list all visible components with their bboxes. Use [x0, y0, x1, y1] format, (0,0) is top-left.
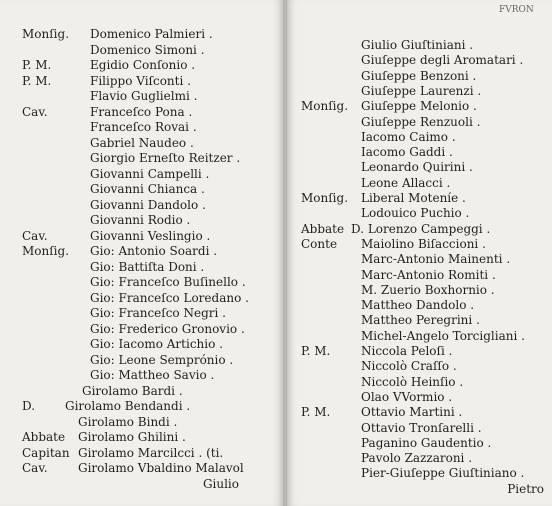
- person-name: Girolamo Bardi .: [82, 383, 183, 398]
- entry-row: [0, 337, 283, 352]
- entry-row: [287, 466, 552, 481]
- entry-row: [0, 353, 283, 368]
- entry-row: [287, 222, 552, 237]
- entry-row: [0, 430, 283, 445]
- person-name: Pavolo Zazzaroni .: [361, 451, 473, 466]
- entry-row: [0, 446, 283, 461]
- entry-row: [287, 436, 552, 451]
- person-name: Michel-Angelo Torcigliani .: [361, 328, 525, 343]
- person-name: Giorgio Erneſto Reitzer .: [90, 151, 241, 165]
- honorific-title: Conte: [301, 236, 338, 251]
- entry-row: [0, 368, 283, 383]
- entry-row: [0, 306, 283, 321]
- person-name: Egidio Conſonio .: [90, 58, 196, 72]
- honorific-title: P. M.: [22, 58, 52, 72]
- person-name: Girolamo Marcilcci . (ti.: [78, 445, 224, 460]
- person-name: Liberal Moteníe .: [361, 191, 466, 205]
- entry-row: [0, 260, 283, 275]
- entry-row: [287, 115, 552, 130]
- honorific-title: Abbate: [301, 221, 345, 236]
- honorific-title: Cav.: [22, 104, 48, 119]
- honorific-title: Abbate: [22, 430, 66, 444]
- entry-row: [0, 384, 283, 399]
- entry-row: [0, 275, 283, 290]
- person-name: Pietro: [507, 481, 544, 496]
- person-name: Girolamo Bindi .: [78, 414, 178, 429]
- person-name: Girolamo Vbaldino Malavol: [78, 461, 244, 475]
- entry-row: [287, 176, 552, 191]
- person-name: Gio: Antonio Soardi .: [90, 244, 218, 258]
- entry-row: [287, 313, 552, 328]
- entry-row: [0, 43, 283, 58]
- entry-row: [0, 58, 283, 73]
- honorific-title: P. M.: [301, 344, 331, 358]
- entry-row: [287, 237, 552, 252]
- person-name: Olao VVormio .: [361, 389, 453, 404]
- person-name: Niccolò Craſſo .: [361, 359, 457, 374]
- person-name: Maiolino Biſaccioni .: [361, 236, 486, 251]
- honorific-title: D.: [22, 399, 36, 413]
- entry-row: [287, 298, 552, 313]
- honorific-title: Monſig.: [301, 191, 349, 205]
- person-name: Franceſco Pona .: [90, 104, 193, 119]
- person-name: Domenico Simoni .: [90, 42, 205, 57]
- person-name: Gio: Frederico Gronovio .: [90, 321, 245, 336]
- entry-row: [287, 99, 552, 114]
- entry-row: [287, 375, 552, 390]
- entry-row: [287, 421, 552, 436]
- person-name: Giovanni Rodio .: [90, 213, 191, 227]
- person-name: Giuſeppe degli Aromatari .: [361, 53, 524, 68]
- honorific-title: Monſig.: [22, 27, 70, 41]
- person-name: Gio: Franceſco Buſinello .: [90, 275, 246, 289]
- entry-row: [0, 120, 283, 135]
- person-name: Filippo Viſconti .: [90, 73, 191, 88]
- entry-row: [287, 206, 552, 221]
- honorific-title: P. M.: [301, 405, 331, 420]
- entry-row: [287, 69, 552, 84]
- person-name: Mattheo Dandolo .: [361, 298, 475, 313]
- entry-row: [0, 27, 283, 42]
- person-name: Iacomo Caimo .: [361, 129, 456, 144]
- person-name: Giuſeppe Melonio .: [361, 99, 477, 114]
- person-name: Ottavio Tronſarelli .: [361, 420, 482, 435]
- entry-row: [287, 160, 552, 175]
- bleedthrough-header: FVRON: [499, 5, 534, 15]
- person-name: Marc-Antonio Mainenti .: [361, 252, 511, 267]
- entry-row: [287, 84, 552, 99]
- honorific-title: Cav.: [22, 461, 48, 475]
- entry-row: [0, 291, 283, 306]
- entry-row: [0, 182, 283, 197]
- person-name: Gio: Mattheo Savio .: [90, 368, 215, 382]
- entry-row: [287, 145, 552, 160]
- person-name: Giuſeppe Benzoni .: [361, 68, 477, 83]
- person-name: Marc-Antonio Romiti .: [361, 267, 496, 282]
- person-name: Mattheo Peregrini .: [361, 313, 480, 328]
- person-name: Gabriel Naudeo .: [90, 135, 194, 150]
- entry-row: [0, 415, 283, 430]
- entry-row: [287, 53, 552, 68]
- person-name: Giuſeppe Laurenzi .: [361, 83, 482, 98]
- person-name: Giulio Giuſtiniani .: [361, 38, 474, 52]
- entry-row: [287, 482, 552, 497]
- entry-row: [287, 283, 552, 298]
- person-name: Iacomo Gaddi .: [361, 145, 453, 160]
- honorific-title: Monſig.: [301, 99, 349, 114]
- person-name: M. Zuerio Boxhornio .: [361, 282, 495, 297]
- person-name: Gio: Franceſco Loredano .: [90, 290, 249, 305]
- person-name: Ottavio Martini .: [361, 405, 463, 420]
- entry-row: [0, 89, 283, 104]
- entry-row: [0, 477, 283, 492]
- entry-row: [0, 136, 283, 151]
- honorific-title: Monſig.: [22, 244, 70, 258]
- entry-row: [0, 213, 283, 228]
- person-name: Giovanni Campelli .: [90, 166, 210, 181]
- person-name: Niccolò Heinſio .: [361, 374, 464, 389]
- entry-row: [287, 344, 552, 359]
- entry-row: [287, 329, 552, 344]
- person-name: Paganino Gaudentio .: [361, 435, 492, 450]
- person-name: Flavio Guglielmi .: [90, 89, 198, 103]
- entry-row: [0, 74, 283, 89]
- person-name: Lodouico Puchio .: [361, 206, 470, 221]
- entry-row: [0, 105, 283, 120]
- honorific-title: P. M.: [22, 73, 52, 88]
- person-name: Pier-Giuſeppe Giuſtiniano .: [361, 466, 525, 481]
- entry-row: [287, 191, 552, 206]
- entry-row: [287, 451, 552, 466]
- honorific-title: Capitan: [22, 445, 70, 460]
- entry-row: [0, 229, 283, 244]
- entry-row: [287, 359, 552, 374]
- person-name: D. Lorenzo Campeggi .: [351, 221, 491, 236]
- entry-row: [0, 167, 283, 182]
- person-name: Gio: Iacomo Artichio .: [90, 337, 223, 351]
- person-name: Domenico Palmieri .: [90, 27, 213, 41]
- person-name: Leone Allacci .: [361, 175, 451, 190]
- person-name: Girolamo Bendandi .: [65, 399, 191, 413]
- person-name: Gio: Battiſta Doni .: [90, 259, 205, 274]
- person-name: Giovanni Dandolo .: [90, 197, 206, 212]
- entry-row: [0, 399, 283, 414]
- person-name: Giovanni Veslingio .: [90, 228, 211, 243]
- entry-row: [287, 405, 552, 420]
- entry-row: [287, 38, 552, 53]
- person-name: Giuſeppe Renzuoli .: [361, 114, 481, 129]
- entry-row: [0, 198, 283, 213]
- person-name: Gio: Franceſco Negri .: [90, 306, 226, 320]
- entry-row: [0, 461, 283, 476]
- person-name: Giulio: [202, 476, 239, 491]
- person-name: Franceſco Rovai .: [90, 120, 197, 134]
- entry-row: [0, 244, 283, 259]
- entry-row: [287, 130, 552, 145]
- entry-row: [0, 322, 283, 337]
- entry-row: [0, 151, 283, 166]
- right-page: [287, 0, 552, 506]
- entry-row: [287, 252, 552, 267]
- person-name: Leonardo Quirini .: [361, 160, 473, 175]
- person-name: Girolamo Ghilini .: [78, 430, 186, 444]
- entry-row: [287, 390, 552, 405]
- person-name: Niccola Peloſi .: [361, 344, 453, 358]
- person-name: Gio: Leone Semprónio .: [90, 352, 234, 367]
- honorific-title: Cav.: [22, 228, 48, 243]
- person-name: Giovanni Chianca .: [90, 182, 205, 196]
- entry-row: [287, 268, 552, 283]
